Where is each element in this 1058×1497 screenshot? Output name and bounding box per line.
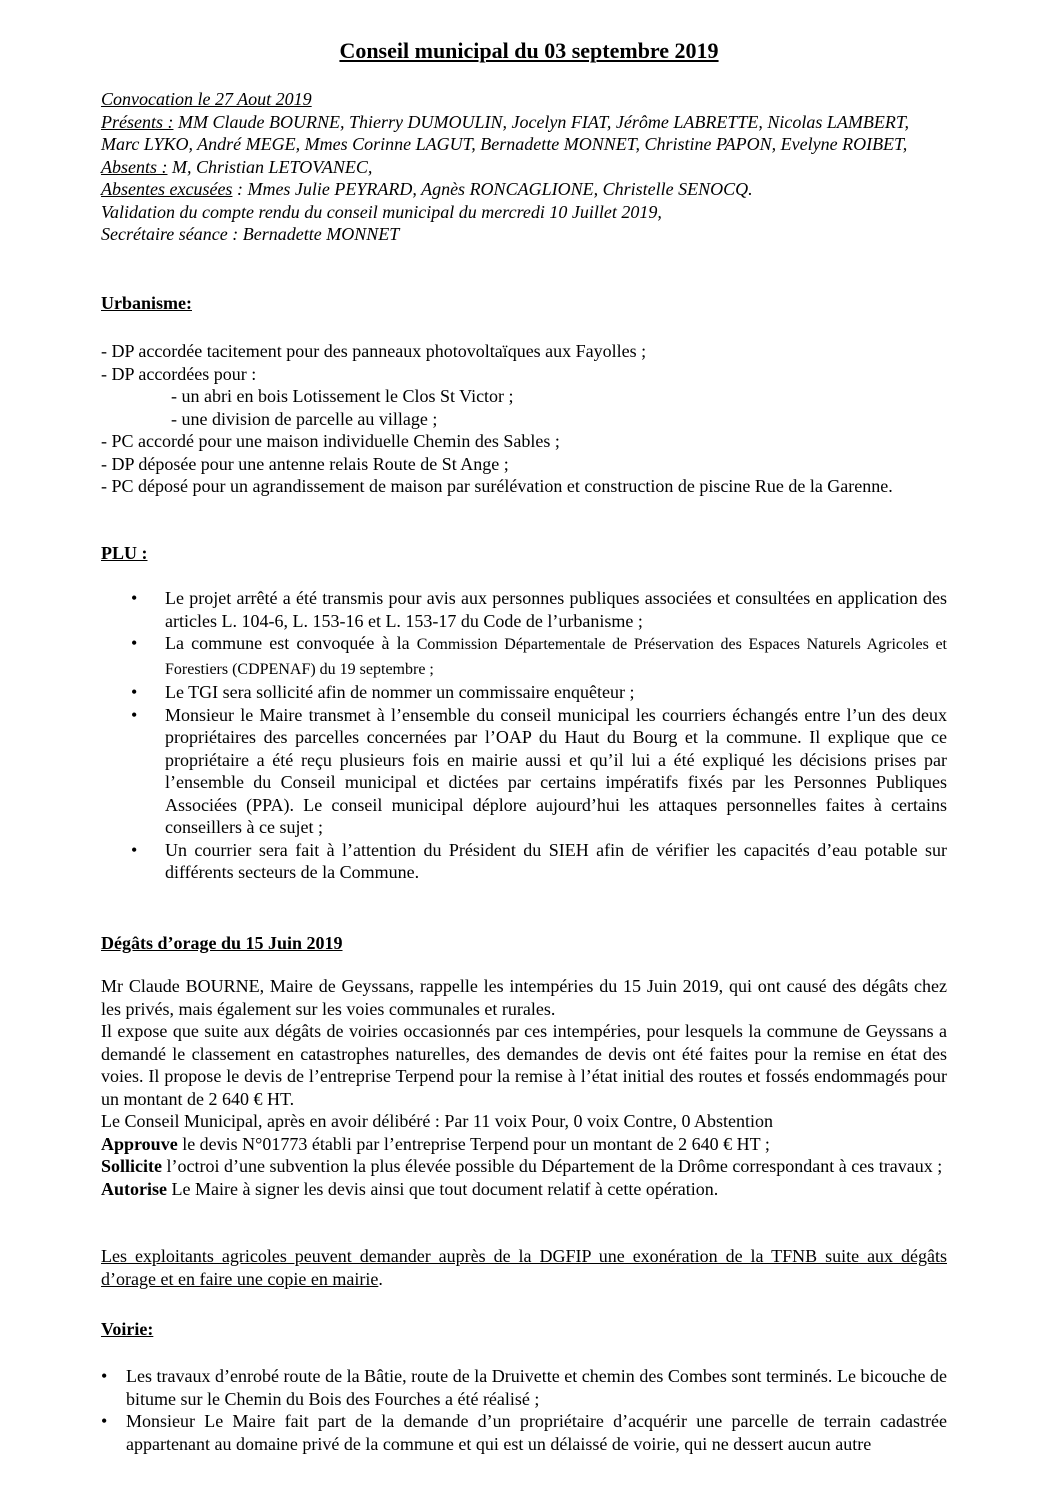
presents-label: Présents : <box>101 111 174 132</box>
validation-line: Validation du compte rendu du conseil municipal du mercredi 10 Juillet 2019, <box>101 201 662 222</box>
plu-list <box>101 587 947 884</box>
convocation-line: Convocation le 27 Aout 2019 <box>101 89 312 109</box>
list-item: • Le projet arrêté a été transmis pour avis aux personnes publiques associées et consultées en application des articles L. 104-6, L. 153-16 et L. 153-17 du Code de l’urbanisme ; <box>101 587 947 632</box>
excusees-text: : Mmes Julie PEYRARD, Agnès RONCAGLIONE, Christelle SENOCQ. <box>232 179 753 199</box>
approuve-text: le devis N°01773 établi par l’entreprise Terpend pour un montant de 2 640 € HT ; <box>177 1133 770 1154</box>
autorise-label: Autorise <box>101 1178 167 1199</box>
list-item <box>101 632 947 681</box>
plu-item2-start: La commune est convoquée à la <box>165 633 417 653</box>
urbanisme-list <box>101 340 947 498</box>
urbanisme-line: - DP déposée pour une antenne relais Route de St Ange ; <box>101 453 509 474</box>
urbanisme-line: - PC accordé pour une maison individuelle Chemin des Sables ; <box>101 431 560 451</box>
list-item: • Un courrier sera fait à l’attention du Président du SIEH afin de vérifier les capacités d’eau potable sur différents secteurs de la Commune. <box>101 839 947 884</box>
exoneration-note-text: Les exploitants agricoles peuvent demander auprès de la DGFIP une exonération de la TFNB suite aux dégâts d’orage et en faire une copie en mairie <box>101 1246 947 1289</box>
sollicite-line <box>101 1155 947 1178</box>
exoneration-note <box>101 1245 947 1290</box>
approuve-label: Approuve <box>101 1133 178 1154</box>
urbanisme-subline: - un abri en bois Lotissement le Clos St Victor ; <box>171 386 514 406</box>
orage-paragraph: Mr Claude BOURNE, Maire de Geyssans, rappelle les intempéries du 15 Juin 2019, qui ont causé des dégâts chez les privés, mais également sur les voies communales et rurales. <box>101 976 947 1019</box>
urbanisme-line: - PC déposé pour un agrandissement de maison par surélévation et construction de piscine Rue de la Garenne. <box>101 476 893 496</box>
vote-line: Le Conseil Municipal, après en avoir délibéré : Par 11 voix Pour, 0 voix Contre, 0 Abstention <box>101 1111 773 1131</box>
approuve-line <box>101 1133 947 1156</box>
absents-text: M, Christian LETOVANEC, <box>167 156 373 177</box>
urbanisme-subline: - une division de parcelle au village ; <box>171 408 438 429</box>
list-item: • Les travaux d’enrobé route de la Bâtie, route de la Druivette et chemin des Combes sont terminés. Le bicouche de bitume sur le Chemin du Bois des Fourches a été réalisé ; <box>101 1365 947 1410</box>
list-item: • Le TGI sera sollicité afin de nommer un commissaire enquêteur ; <box>101 681 947 704</box>
absents-line <box>101 156 947 179</box>
urbanisme-heading: Urbanisme: <box>101 293 192 313</box>
plu-heading: PLU : <box>101 543 148 563</box>
excusees-line <box>101 178 947 201</box>
orage-heading: Dégâts d’orage du 15 Juin 2019 <box>101 933 343 953</box>
orage-body <box>101 975 947 1200</box>
plu-item2-commission: Commission Départementale de Préservation des Espaces Naturels Agricoles et Forestiers (CDPENAF) du 19 septembre ; <box>165 636 947 678</box>
header-block <box>101 88 947 246</box>
urbanisme-line: - DP accordée tacitement pour des panneaux photovoltaïques aux Fayolles ; <box>101 341 647 361</box>
exoneration-note-end: . <box>378 1268 383 1289</box>
list-item: • Monsieur Le Maire fait part de la demande d’un propriétaire d’acquérir une parcelle de terrain cadastrée appartenant au domaine privé de la commune et qui est un délaissé de voirie, qui ne dessert aucun autre <box>101 1410 947 1455</box>
voirie-list <box>101 1365 947 1455</box>
autorise-text: Le Maire à signer les devis ainsi que tout document relatif à cette opération. <box>167 1178 719 1199</box>
presents-text: MM Claude BOURNE, Thierry DUMOULIN, Jocelyn FIAT, Jérôme LABRETTE, Nicolas LAMBERT, Marc LYKO, André MEGE, Mmes Corinne LAGUT, Bernadette MONNET, Christine PAPON, Evelyne ROIBET, <box>101 111 910 154</box>
page-title: Conseil municipal du 03 septembre 2019 <box>339 38 719 63</box>
voirie-heading: Voirie: <box>101 1319 154 1339</box>
presents-line <box>101 111 947 156</box>
sollicite-label: Sollicite <box>101 1156 162 1176</box>
urbanisme-line: - DP accordées pour : <box>101 363 257 384</box>
autorise-line <box>101 1178 947 1201</box>
list-item: • Monsieur le Maire transmet à l’ensemble du conseil municipal les courriers échangés entre l’un des deux propriétaires des parcelles concernées par l’OAP du Haut du Bourg et la commune. Il explique que ce propriétaire a été reçu plusieurs fois en mairie aussi et qu’il lui a été expliqué les décisions prises par l’ensemble du Conseil municipal et dictées par certains impératifs fixés par les Personnes Publiques Associées (PPA). Le conseil municipal déplore aujourd’hui les attaques personnelles faites à certains conseillers à ce sujet ; <box>101 704 947 839</box>
sollicite-text: l’octroi d’une subvention la plus élevée possible du Département de la Drôme correspondant à ces travaux ; <box>162 1156 943 1176</box>
excusees-label: Absentes excusées <box>101 179 233 199</box>
absents-label: Absents : <box>101 156 168 177</box>
secretaire-line: Secrétaire séance : Bernadette MONNET <box>101 224 400 244</box>
orage-paragraph: Il expose que suite aux dégâts de voiries occasionnés par ces intempéries, pour lesquels la commune de Geyssans a demandé le classement en catastrophes naturelles, des demandes de devis ont été faites pour la remise en état des voies. Il propose le devis de l’entreprise Terpend pour la remise à l’état initial des routes et fossés endommagés pour un montant de 2 640 € HT. <box>101 1021 947 1109</box>
